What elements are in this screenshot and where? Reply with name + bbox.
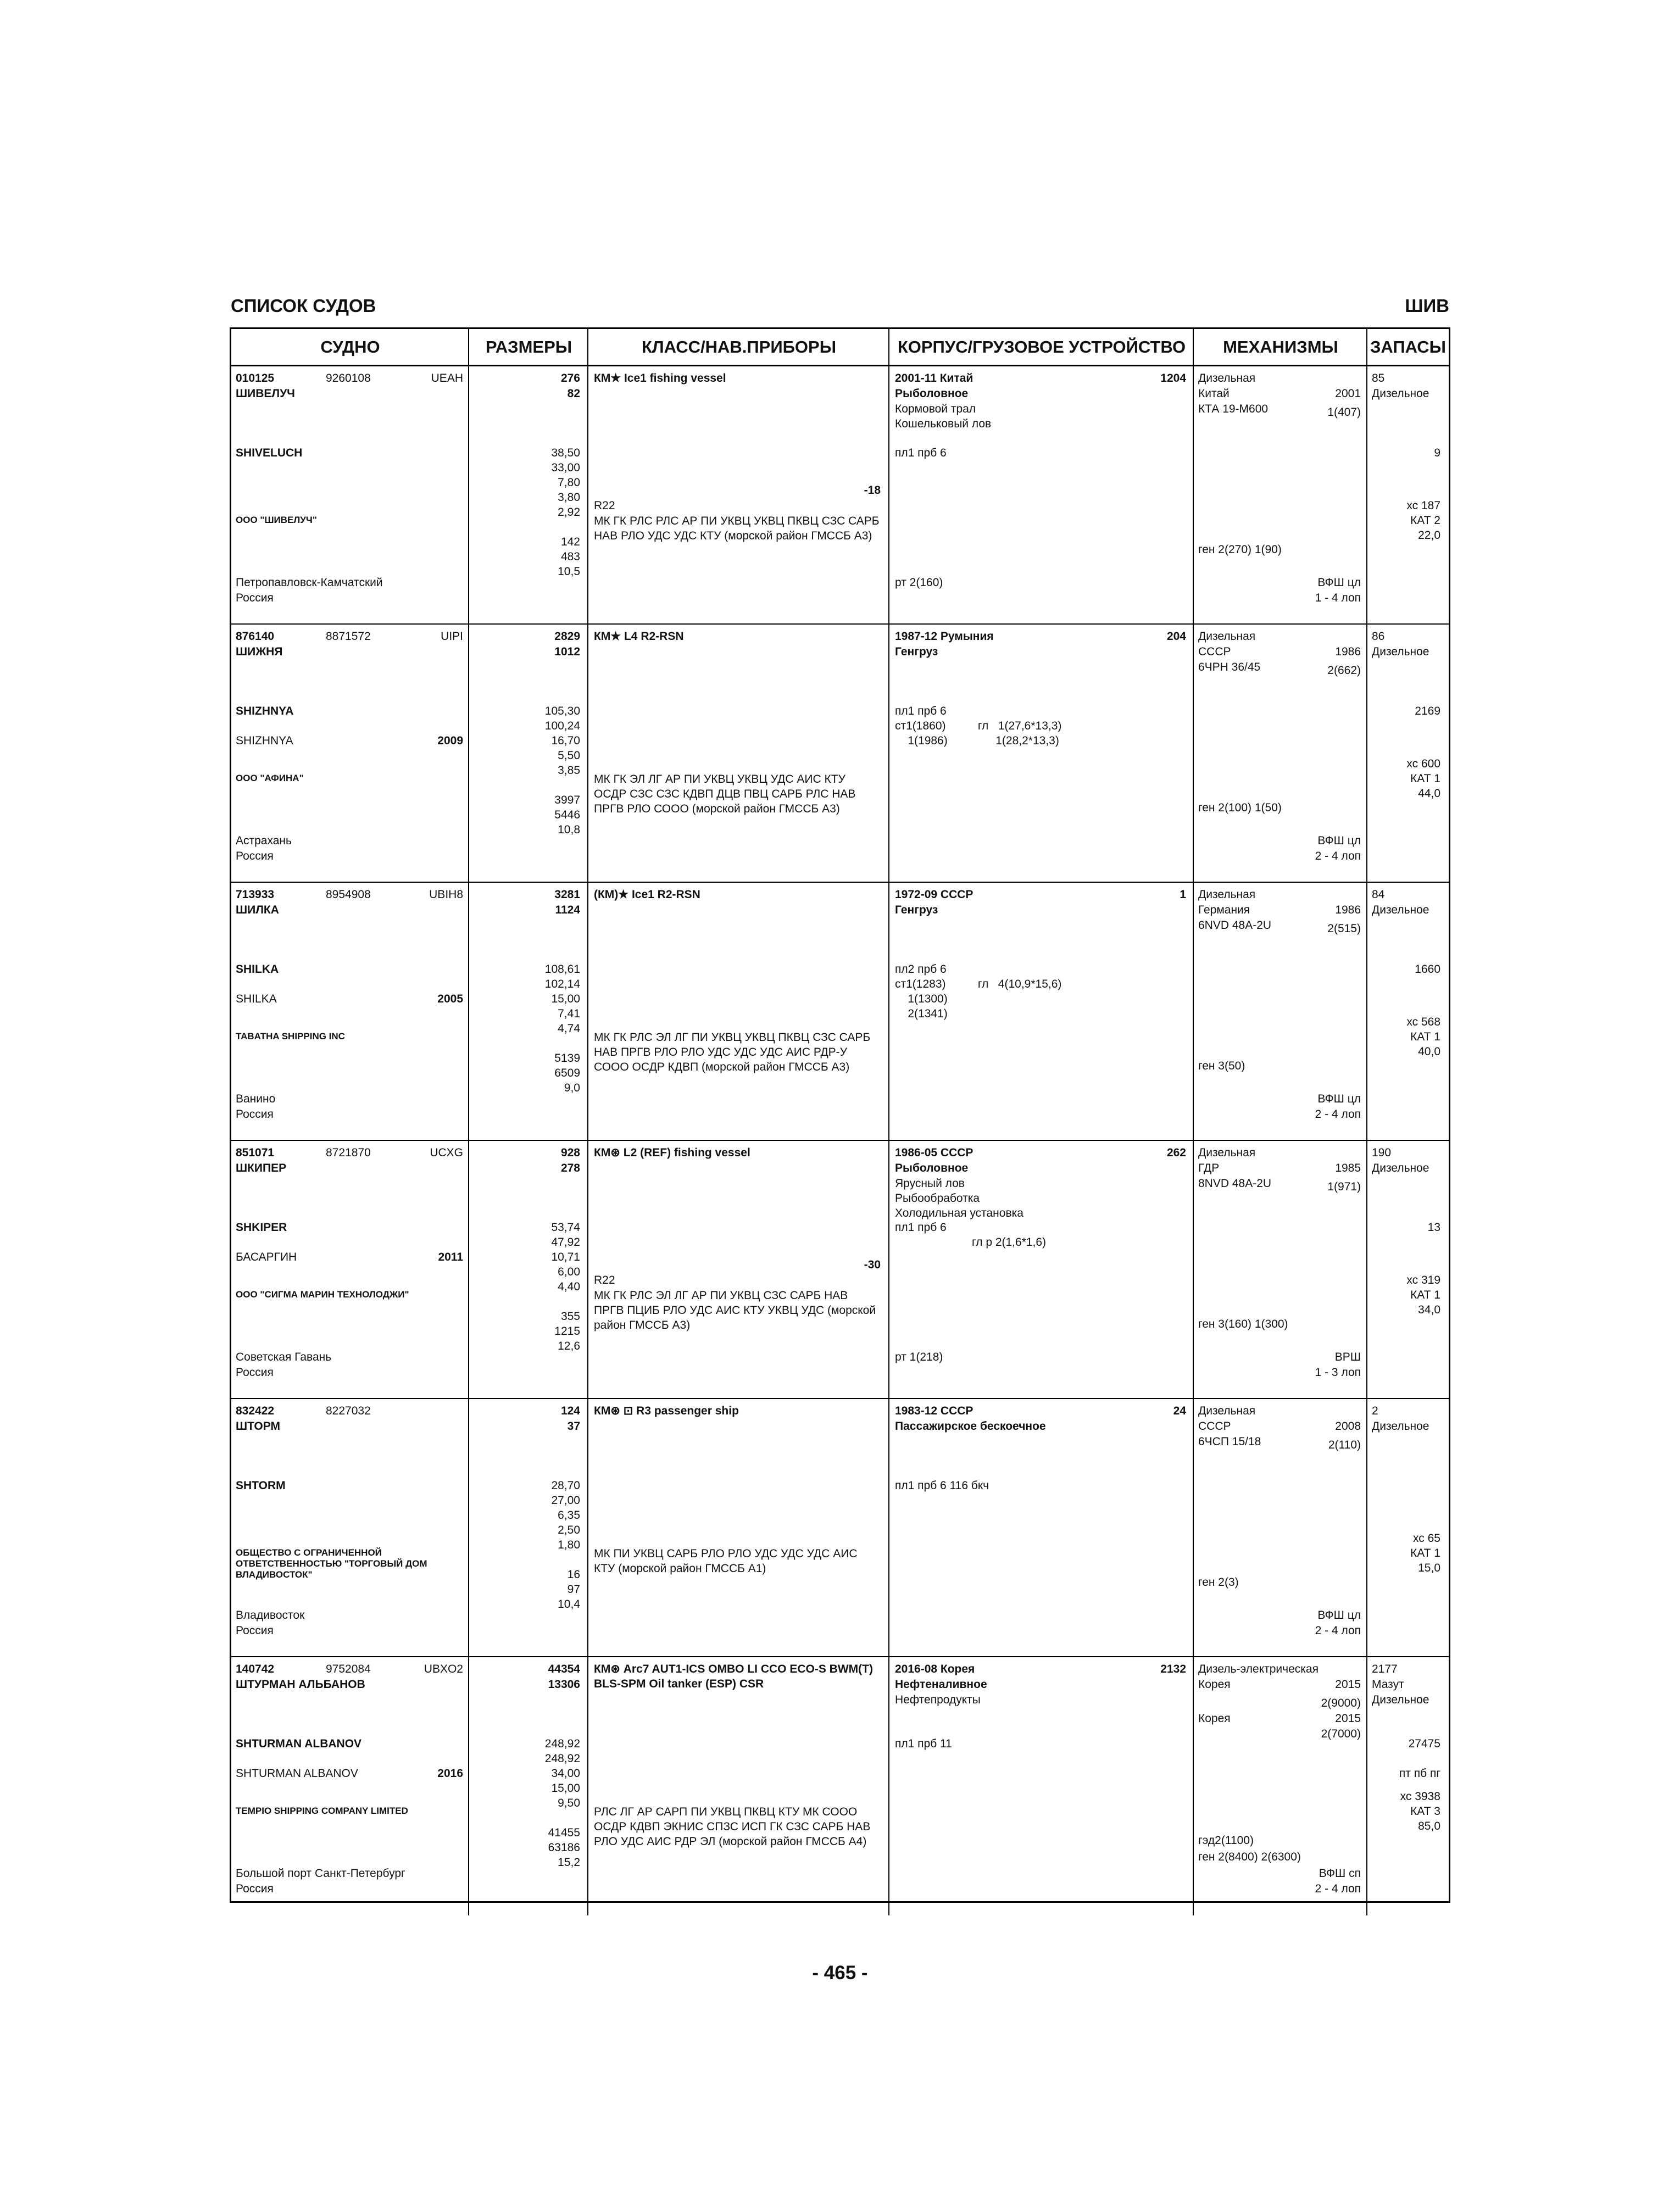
store-value: КАТ 1 <box>1410 1030 1440 1043</box>
flag-country: Россия <box>236 1108 274 1121</box>
fuel-capacity: 2 <box>1372 1405 1378 1417</box>
gross-tonnage: 2829 <box>554 630 580 643</box>
col-ship: СУДНО <box>231 329 469 366</box>
nav-equipment: РЛС ЛГ АР САРП ПИ УКВЦ ПКВЦ КТУ МК СООО ОСДР КДВП ЭКНИС СПЗС ИСП ГК СЗС САРБ НАВ РЛО УДС АИС РДР ЭЛ (морской район ГМССБ А4) <box>594 1806 871 1848</box>
dimension-value: 108,61 <box>544 963 580 976</box>
fuel-type: Дизельное <box>1372 645 1429 658</box>
engine-year-2: 2015 <box>1335 1712 1361 1725</box>
ship-name-latin: SHTORM <box>236 1479 286 1492</box>
ship-name-latin: SHKIPER <box>236 1221 287 1234</box>
call-sign: UIPI <box>441 630 463 643</box>
net-tonnage: 82 <box>567 387 580 400</box>
propeller-blades: 2 - 4 лоп <box>1315 1108 1361 1121</box>
dimension-value: 2,50 <box>558 1524 580 1536</box>
store-value: 44,0 <box>1418 787 1440 800</box>
propeller: ВФШ цл <box>1317 1609 1361 1622</box>
engine-country: Корея <box>1198 1678 1231 1691</box>
previous-name: SHTURMAN ALBANOV <box>236 1767 358 1780</box>
home-port: Большой порт Санкт-Петербург <box>236 1867 405 1880</box>
store-value: хс 187 <box>1406 499 1440 512</box>
hold-info: 1(1986) 1(28,2*13,3) <box>895 734 1059 747</box>
fuel-type: Дизельное <box>1372 904 1429 916</box>
store-value: 22,0 <box>1418 529 1440 542</box>
capacity-value: 1215 <box>554 1325 580 1338</box>
reg-number: 140742 <box>236 1663 275 1675</box>
engine-year: 1986 <box>1335 645 1361 658</box>
reg-number: 010125 <box>236 372 275 385</box>
build-date: 1983-12 СССР <box>895 1405 973 1417</box>
class-notation: КМ★ L4 R2-RSN <box>594 630 684 643</box>
hull-number: 2132 <box>1160 1663 1186 1675</box>
gross-tonnage: 928 <box>560 1146 580 1159</box>
capacity-value: 97 <box>567 1583 580 1596</box>
ship-table <box>230 327 1450 1903</box>
dimension-value: 28,70 <box>551 1479 580 1492</box>
propeller-blades: 2 - 4 лоп <box>1315 1624 1361 1637</box>
hull-feature: Кошельковый лов <box>895 417 992 430</box>
capacity-value: 63186 <box>548 1841 580 1854</box>
dimension-value: 34,00 <box>551 1767 580 1780</box>
home-port: Петропавловск-Камчатский <box>236 576 383 589</box>
propeller: ВФШ цл <box>1317 576 1361 589</box>
hold-info: ст1(1283) гл 4(10,9*15,6) <box>895 978 1062 990</box>
decks: пл1 прб 6 <box>895 1221 947 1234</box>
reg-number: 713933 <box>236 888 275 901</box>
dimension-value: 15,00 <box>551 993 580 1005</box>
page-title: СПИСОК СУДОВ <box>231 296 376 316</box>
hold-info: 1(1300) <box>895 993 948 1005</box>
dimension-value: 4,74 <box>558 1022 580 1035</box>
hold-info: гл р 2(1,6*1,6) <box>895 1236 1047 1249</box>
flag-country: Россия <box>236 1882 274 1895</box>
store-value: хс 3938 <box>1400 1790 1440 1803</box>
reg-number: 832422 <box>236 1405 275 1417</box>
engine-model: 6ЧСП 15/18 <box>1198 1435 1261 1448</box>
previous-name: БАСАРГИН <box>236 1251 297 1263</box>
hull-feature: Ярусный лов <box>895 1177 965 1190</box>
engine-country: СССР <box>1198 1420 1231 1433</box>
capacity-value: 5139 <box>554 1052 580 1065</box>
engine-model: КТА 19-М600 <box>1198 403 1269 415</box>
store-value: КАТ 1 <box>1410 1289 1440 1301</box>
store-value: 34,0 <box>1418 1303 1440 1316</box>
build-date: 1972-09 СССР <box>895 888 973 901</box>
generators: ген 3(160) 1(300) <box>1198 1318 1288 1330</box>
owner: ООО "АФИНА" <box>236 773 304 783</box>
home-port: Советская Гавань <box>236 1351 332 1363</box>
dimension-value: 53,74 <box>551 1221 580 1234</box>
ship-record <box>231 625 1449 883</box>
dimension-value: 100,24 <box>544 720 580 732</box>
nav-equipment: МК ПИ УКВЦ САРБ РЛО РЛО УДС УДС УДС АИС КТУ (морской район ГМССБ А1) <box>594 1547 858 1575</box>
generators: ген 2(270) 1(90) <box>1198 543 1282 556</box>
decks: пл1 прб 6 116 бкч <box>895 1479 989 1492</box>
nav-equipment: МК ГК РЛС ЭЛ ЛГ ПИ УКВЦ УКВЦ ПКВЦ СЗС САРБ НАВ ПРГВ РЛО РЛО УДС УДС УДС АИС РДР-У СООО ОСДР КДВП (морской район ГМССБ А3) <box>594 1031 871 1073</box>
page-range: ШИВ <box>1405 296 1449 316</box>
fuel-type: Дизельное <box>1372 1162 1429 1174</box>
call-sign: UCXG <box>430 1146 463 1159</box>
propeller-blades: 2 - 4 лоп <box>1315 850 1361 862</box>
dimension-value: 27,00 <box>551 1494 580 1507</box>
net-tonnage: 1124 <box>555 904 580 916</box>
ship-name: ШИВЕЛУЧ <box>236 387 295 400</box>
ship-name-latin: SHILKA <box>236 963 279 976</box>
generators-2: ген 2(8400) 2(6300) <box>1198 1851 1301 1863</box>
refrigerated-holds: рт 2(160) <box>895 576 943 589</box>
class-notation: КМ⊛ Arc7 AUT1-ICS OMBO LI CCO ECO-S BWM(T) BLS-SPM Oil tanker (ESP) CSR <box>594 1663 873 1690</box>
store-value: хс 319 <box>1406 1274 1440 1286</box>
capacity-value: 41455 <box>548 1826 580 1839</box>
ship-record <box>231 366 1449 625</box>
engine-type: Дизельная <box>1198 1405 1256 1417</box>
decks: пл1 прб 6 <box>895 705 947 717</box>
hold-info: 2(1341) <box>895 1007 948 1020</box>
dimension-value: 248,92 <box>544 1737 580 1750</box>
propeller-blades: 1 - 3 лоп <box>1315 1366 1361 1379</box>
capacity-value: 6509 <box>554 1067 580 1079</box>
water-capacity: 1660 <box>1415 963 1440 976</box>
capacity-value: 142 <box>560 536 580 548</box>
engine-power: 1(407) <box>1327 406 1361 419</box>
build-date: 2001-11 Китай <box>895 372 973 385</box>
ship-name-latin: SHIZHNYA <box>236 705 294 717</box>
engine-model: 6NVD 48A-2U <box>1198 919 1272 932</box>
dimension-value: 7,41 <box>558 1007 580 1020</box>
store-value: 85,0 <box>1418 1820 1440 1832</box>
reg-number: 876140 <box>236 630 275 643</box>
col-stores: ЗАПАСЫ <box>1367 329 1449 366</box>
store-value: хс 600 <box>1406 757 1440 770</box>
gross-tonnage: 44354 <box>548 1663 580 1675</box>
col-dims: РАЗМЕРЫ <box>469 329 588 366</box>
water-capacity: 2169 <box>1415 705 1440 717</box>
engine-year: 2001 <box>1335 387 1361 400</box>
engine-country: Китай <box>1198 387 1230 400</box>
owner: ОБЩЕСТВО С ОГРАНИЧЕННОЙ ОТВЕТСТВЕННОСТЬЮ "ТОРГОВЫЙ ДОМ ВЛАДИВОСТОК" <box>236 1547 427 1580</box>
ship-name: ШТУРМАН АЛЬБАНОВ <box>236 1678 365 1691</box>
engine-year: 2015 <box>1335 1678 1361 1691</box>
ship-name-latin: SHTURMAN ALBANOV <box>236 1737 362 1750</box>
fuel-type: Дизельное <box>1372 1420 1429 1433</box>
dimension-value: 16,70 <box>551 734 580 747</box>
class-notation: КМ⊛ L2 (REF) fishing vessel <box>594 1146 750 1159</box>
nav-equipment: МК ГК РЛС ЭЛ ЛГ АР ПИ УКВЦ СЗС САРБ НАВ ПРГВ ПЦИБ РЛО УДС АИС КТУ УКВЦ УДС (морской район ГМССБ А3) <box>594 1289 876 1332</box>
water-capacity: 9 <box>1434 447 1440 459</box>
fuel-capacity: 2177 <box>1372 1663 1398 1675</box>
previous-name-year: 2005 <box>437 993 463 1005</box>
imo-number: 9752084 <box>326 1663 371 1675</box>
col-hull: КОРПУС/ГРУЗОВОЕ УСТРОЙСТВО <box>889 329 1194 366</box>
nav-equipment: МК ГК РЛС РЛС АР ПИ УКВЦ УКВЦ ПКВЦ СЗС САРБ НАВ РЛО УДС УДС КТУ (морской район ГМССБ А3) <box>594 515 880 542</box>
vessel-type: Пассажирское бескоечное <box>895 1420 1046 1433</box>
hold-info: ст1(1860) гл 1(27,6*13,3) <box>895 720 1062 732</box>
gross-tonnage: 124 <box>560 1405 580 1417</box>
capacity-value: 3997 <box>554 794 580 806</box>
store-value: 40,0 <box>1418 1045 1440 1058</box>
reg-number: 851071 <box>236 1146 275 1159</box>
hull-feature: Холодильная установка <box>895 1207 1023 1219</box>
ship-name-latin: SHIVELUCH <box>236 447 303 459</box>
propeller: ВФШ сп <box>1319 1867 1361 1880</box>
imo-number: 9260108 <box>326 372 371 385</box>
propeller: ВФШ цл <box>1317 834 1361 847</box>
owner: TEMPIO SHIPPING COMPANY LIMITED <box>236 1806 408 1816</box>
hull-number: 24 <box>1173 1405 1186 1417</box>
engine-country: СССР <box>1198 645 1231 658</box>
fuel-capacity: 190 <box>1372 1146 1392 1159</box>
capacity-value: 12,6 <box>558 1340 580 1352</box>
decks: пл1 прб 6 <box>895 447 947 459</box>
dimension-value: 2,92 <box>558 506 580 519</box>
generators: ген 2(3) <box>1198 1576 1239 1589</box>
fuel-grades: пт пб пг <box>1399 1767 1440 1780</box>
previous-name-year: 2016 <box>437 1767 463 1780</box>
dimension-value: 102,14 <box>544 978 580 990</box>
water-capacity: 13 <box>1427 1221 1440 1234</box>
dimension-value: 33,00 <box>551 461 580 474</box>
store-value: КАТ 1 <box>1410 1547 1440 1559</box>
dimension-value: 15,00 <box>551 1782 580 1795</box>
previous-name-year: 2009 <box>437 734 463 747</box>
engine-power: 2(662) <box>1327 664 1361 677</box>
engine-year: 1985 <box>1335 1162 1361 1174</box>
fuel-capacity: 86 <box>1372 630 1385 643</box>
store-value: КАТ 1 <box>1410 772 1440 785</box>
dimension-value: 105,30 <box>544 705 580 717</box>
fuel-type-2: Дизельное <box>1372 1694 1429 1706</box>
dimension-value: 38,50 <box>551 447 580 459</box>
dimension-value: 3,85 <box>558 764 580 777</box>
hull-feature: Кормовой трал <box>895 403 976 415</box>
ship-record <box>231 883 1449 1141</box>
build-date: 2016-08 Корея <box>895 1663 975 1675</box>
engine-power: 2(9000) <box>1321 1697 1361 1709</box>
class-notation: КМ★ Ice1 fishing vessel <box>594 372 726 385</box>
dimension-value: 9,50 <box>558 1797 580 1809</box>
home-port: Астрахань <box>236 834 292 847</box>
capacity-value: 5446 <box>554 809 580 821</box>
generators: ген 3(50) <box>1198 1060 1245 1072</box>
dimension-value: 3,80 <box>558 491 580 504</box>
water-capacity: 27475 <box>1408 1737 1440 1750</box>
col-class: КЛАСС/НАВ.ПРИБОРЫ <box>588 329 889 366</box>
engine-type: Дизель-электрическая <box>1198 1663 1319 1675</box>
dimension-value: 7,80 <box>558 476 580 489</box>
home-port: Владивосток <box>236 1609 305 1622</box>
engine-power: 2(110) <box>1328 1439 1361 1451</box>
generators: ген 2(100) 1(50) <box>1198 801 1282 814</box>
ship-name: ШИЖНЯ <box>236 645 283 658</box>
ship-name: ШИЛКА <box>236 904 279 916</box>
engine-power: 2(515) <box>1327 922 1361 935</box>
build-date: 1986-05 СССР <box>895 1146 973 1159</box>
capacity-value: 9,0 <box>564 1082 580 1094</box>
propeller: ВРШ <box>1334 1351 1361 1363</box>
call-sign: UBIH8 <box>429 888 463 901</box>
engine-model: 8NVD 48A-2U <box>1198 1177 1272 1190</box>
class-notation: (КМ)★ Ice1 R2-RSN <box>594 888 700 901</box>
hull-number: 1204 <box>1160 372 1186 385</box>
imo-number: 8871572 <box>326 630 371 643</box>
fuel-capacity: 84 <box>1372 888 1385 901</box>
fuel-capacity: 85 <box>1372 372 1385 385</box>
class-notation: КМ⊛ ⊡ R3 passenger ship <box>594 1405 739 1417</box>
hull-number: 262 <box>1166 1146 1186 1159</box>
vessel-type: Рыболовное <box>895 387 969 400</box>
hull-feature: Нефтепродукты <box>895 1694 981 1706</box>
store-value: КАТ 2 <box>1410 514 1440 527</box>
page-number: - 465 - <box>812 1962 868 1984</box>
store-value: КАТ 3 <box>1410 1805 1440 1818</box>
engine-type: Дизельная <box>1198 888 1256 901</box>
engine-type: Дизельная <box>1198 372 1256 385</box>
dimension-value: 6,00 <box>558 1266 580 1278</box>
dimension-value: 4,40 <box>558 1280 580 1293</box>
vessel-type: Генгруз <box>895 904 938 916</box>
generators: гэд2(1100) <box>1198 1834 1254 1847</box>
call-sign: UEAH <box>431 372 463 385</box>
hull-number: 204 <box>1166 630 1186 643</box>
imo-number: 8227032 <box>326 1405 371 1417</box>
previous-name-year: 2011 <box>438 1251 463 1263</box>
fuel-type: Мазут <box>1372 1678 1404 1691</box>
dimension-value: 10,71 <box>551 1251 580 1263</box>
capacity-value: 483 <box>560 550 580 563</box>
flag-country: Россия <box>236 1366 274 1379</box>
ship-record <box>231 1141 1449 1399</box>
ship-record <box>231 1399 1449 1657</box>
vessel-type: Генгруз <box>895 645 938 658</box>
net-tonnage: 37 <box>567 1420 580 1433</box>
store-value: хс 65 <box>1413 1532 1440 1545</box>
hull-number: 1 <box>1180 888 1186 901</box>
engine-country: Германия <box>1198 904 1250 916</box>
home-port: Ванино <box>236 1093 276 1105</box>
engine-year: 2008 <box>1335 1420 1361 1433</box>
nav-equipment: МК ГК ЭЛ ЛГ АР ПИ УКВЦ УКВЦ УДС АИС КТУ ОСДР СЗС СЗС КДВП ДЦВ ПВЦ САРБ РЛС НАВ ПРГВ РЛО СООО (морской район ГМССБ А3) <box>594 773 856 815</box>
store-value: хс 568 <box>1406 1016 1440 1028</box>
owner: ООО "СИГМА МАРИН ТЕХНОЛОДЖИ" <box>236 1289 409 1300</box>
engine-country-2: Корея <box>1198 1712 1231 1725</box>
previous-name: SHIZHNYA <box>236 734 293 747</box>
capacity-value: 355 <box>560 1310 580 1323</box>
flag-country: Россия <box>236 592 274 604</box>
ship-name: ШКИПЕР <box>236 1162 287 1174</box>
capacity-value: 10,5 <box>558 565 580 578</box>
dimension-value: 5,50 <box>558 749 580 762</box>
propeller-blades: 1 - 4 лоп <box>1315 592 1361 604</box>
engine-country: ГДР <box>1198 1162 1220 1174</box>
ship-record <box>231 1657 1449 1915</box>
call-sign: UBXO2 <box>424 1663 463 1675</box>
decks: пл2 прб 6 <box>895 963 947 976</box>
refrigerated-holds: рт 1(218) <box>895 1351 943 1363</box>
gross-tonnage: 3281 <box>554 888 580 901</box>
vessel-type: Нефтеналивное <box>895 1678 987 1691</box>
flag-country: Россия <box>236 850 274 862</box>
imo-number: 8721870 <box>326 1146 371 1159</box>
engine-type: Дизельная <box>1198 1146 1256 1159</box>
capacity-value: 16 <box>567 1568 580 1581</box>
capacity-value: 10,8 <box>558 823 580 836</box>
vessel-type: Рыболовное <box>895 1162 969 1174</box>
dimension-value: 6,35 <box>558 1509 580 1522</box>
engine-power: 1(971) <box>1327 1180 1361 1193</box>
hull-feature: Рыбообработка <box>895 1192 980 1205</box>
fuel-type: Дизельное <box>1372 387 1429 400</box>
decks: пл1 прб 11 <box>895 1737 952 1750</box>
propeller: ВФШ цл <box>1317 1093 1361 1105</box>
imo-number: 8954908 <box>326 888 371 901</box>
class-code: R22 <box>594 499 615 512</box>
store-value: 15,0 <box>1418 1562 1440 1574</box>
col-engines: МЕХАНИЗМЫ <box>1194 329 1367 366</box>
class-code: R22 <box>594 1274 615 1286</box>
previous-name: SHILKA <box>236 993 277 1005</box>
ship-name: ШТОРМ <box>236 1420 280 1433</box>
ice-mark: -30 <box>864 1258 881 1271</box>
engine-model: 6ЧРН 36/45 <box>1198 661 1261 673</box>
dimension-value: 1,80 <box>558 1539 580 1551</box>
capacity-value: 10,4 <box>558 1598 580 1611</box>
gross-tonnage: 276 <box>560 372 580 385</box>
net-tonnage: 278 <box>560 1162 580 1174</box>
dimension-value: 248,92 <box>544 1752 580 1765</box>
engine-year: 1986 <box>1335 904 1361 916</box>
flag-country: Россия <box>236 1624 274 1637</box>
owner: ООО "ШИВЕЛУЧ" <box>236 515 317 525</box>
net-tonnage: 13306 <box>548 1678 580 1691</box>
capacity-value: 15,2 <box>558 1856 580 1869</box>
engine-power-2: 2(7000) <box>1321 1728 1361 1740</box>
ice-mark: -18 <box>864 484 881 497</box>
dimension-value: 47,92 <box>551 1236 580 1249</box>
owner: TABATHA SHIPPING INC <box>236 1031 345 1041</box>
propeller-blades: 2 - 4 лоп <box>1315 1882 1361 1895</box>
build-date: 1987-12 Румыния <box>895 630 994 643</box>
net-tonnage: 1012 <box>554 645 580 658</box>
engine-type: Дизельная <box>1198 630 1256 643</box>
